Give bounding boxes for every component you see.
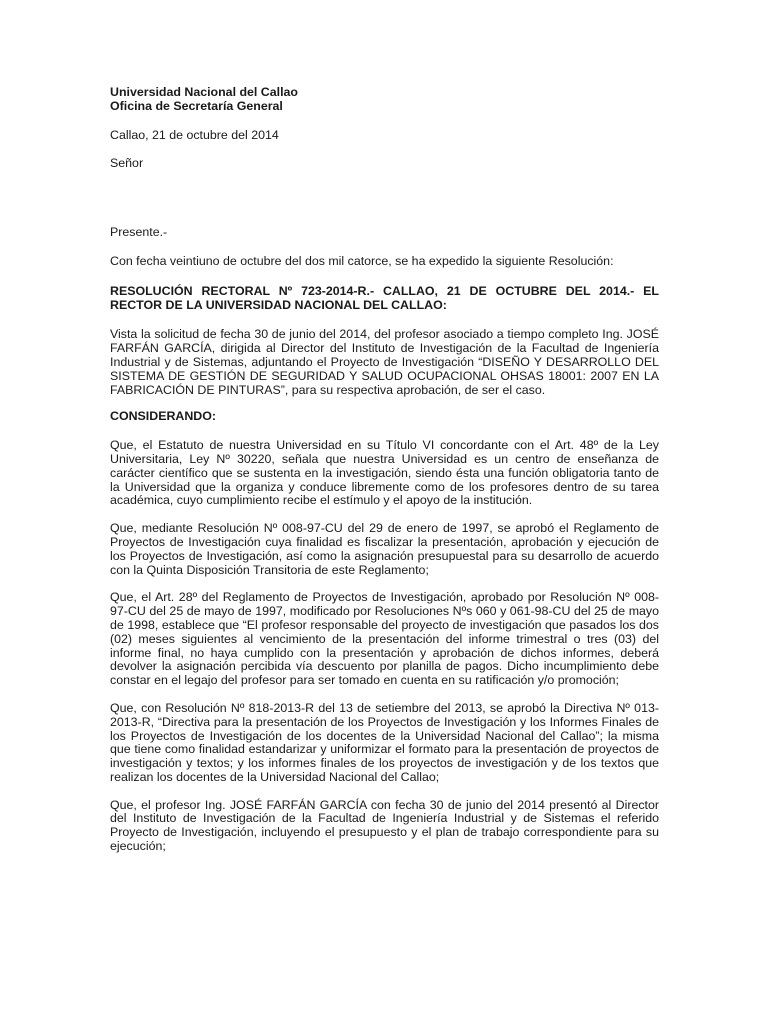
considerando-paragraph: Que, mediante Resolución Nº 008-97-CU del 29 de enero de 1997, se aprobó el Reglamento de Proyectos de Investigación cuya finalidad es fiscalizar la presentación, aprobación y ejecución de los Proyectos de Investigación, así como la asignación presupuestal para su desarrollo de acuerdo con la Quinta Disposición Transitoria de este Reglamento; [110, 521, 659, 577]
office-name: Oficina de Secretaría General [110, 98, 283, 113]
considerando-paragraph: Que, el profesor Ing. JOSÉ FARFÁN GARCÍA con fecha 30 de junio del 2014 presentó al Director del Instituto de Investigación de la Facultad de Ingeniería Industrial y de Sistemas el referido Proyecto de Investigación, incluyendo el presupuesto y el plan de trabajo correspondiente para su ejecución; [110, 797, 659, 854]
institution-name: Universidad Nacional del Callao [110, 85, 298, 99]
considerando-heading: CONSIDERANDO: [110, 409, 217, 424]
intro-paragraph: Con fecha veintiuno de octubre del dos mil catorce, se ha expedido la siguiente Resolución: [110, 253, 614, 268]
considerando-paragraph: Que, con Resolución Nº 818-2013-R del 13 de setiembre del 2013, se aprobó la Directiva Nº 013-2013-R, “Directiva para la presentación de los Proyectos de Investigación y los Informes Finales de los Proyectos de Investigación de los docentes de la Universidad Nacional del Callao”; la misma que tiene como finalidad estandarizar y uniformizar el formato para la presentación de proyectos de investigación y textos; y los informes finales de los proyectos de investigación y de los textos que realizan los docentes de la Universidad Nacional del Callao; [110, 700, 659, 784]
presente: Presente.- [110, 225, 168, 240]
place-date: Callao, 21 de octubre del 2014 [110, 127, 279, 142]
vista-paragraph: Vista la solicitud de fecha 30 de junio del 2014, del profesor asociado a tiempo completo Ing. JOSÉ FARFÁN GARCÍA, dirigida al Director del Instituto de Investigación de la Facultad de Ingeniería Industrial y de Sistemas, adjuntando el Proyecto de Investigación “DISEÑO Y DESARROLLO DEL SISTEMA DE GESTIÓN DE SEGURIDAD Y SALUD OCUPACIONAL OHSAS 18001: 2007 EN LA FABRICACIÓN DE PINTURAS”, para su respectiva aprobación, de ser el caso. [110, 327, 659, 397]
salutation: Señor [110, 156, 144, 171]
document-body [110, 86, 659, 854]
considerando-paragraph: Que, el Estatuto de nuestra Universidad en su Título VI concordante con el Art. 48º de la Ley Universitaria, Ley Nº 30220, señala que nuestra Universidad es un centro de enseñanza de carácter científico que se sustenta en la investigación, siendo ésta una función obligatoria tanto de la Universidad que la organiza y conduce libremente como de los profesores dentro de su tarea académica, cuyo cumplimiento recibe el estímulo y el apoyo de la institución. [110, 438, 659, 508]
considerando-paragraph: Que, el Art. 28º del Reglamento de Proyectos de Investigación, aprobado por Resolución Nº 008-97-CU del 25 de mayo de 1997, modificado por Resoluciones Nºs 060 y 061-98-CU del 25 de mayo de 1998, establece que “El profesor responsable del proyecto de investigación que pasados los dos (02) meses siguientes al vencimiento de la presentación del informe trimestral o tres (03) del informe final, no haya cumplido con la presentación y aprobación de dichos informes, deberá devolver la asignación percibida vía descuento por planilla de pagos. Dicho incumplimiento debe constar en el legajo del profesor para ser tomado en cuenta en su ratificación y/o promoción; [110, 590, 659, 688]
resolution-title: RESOLUCIÓN RECTORAL Nº 723-2014-R.- CALLAO, 21 DE OCTUBRE DEL 2014.- EL RECTOR DE LA UNIVERSIDAD NACIONAL DEL CALLAO: [110, 283, 659, 312]
